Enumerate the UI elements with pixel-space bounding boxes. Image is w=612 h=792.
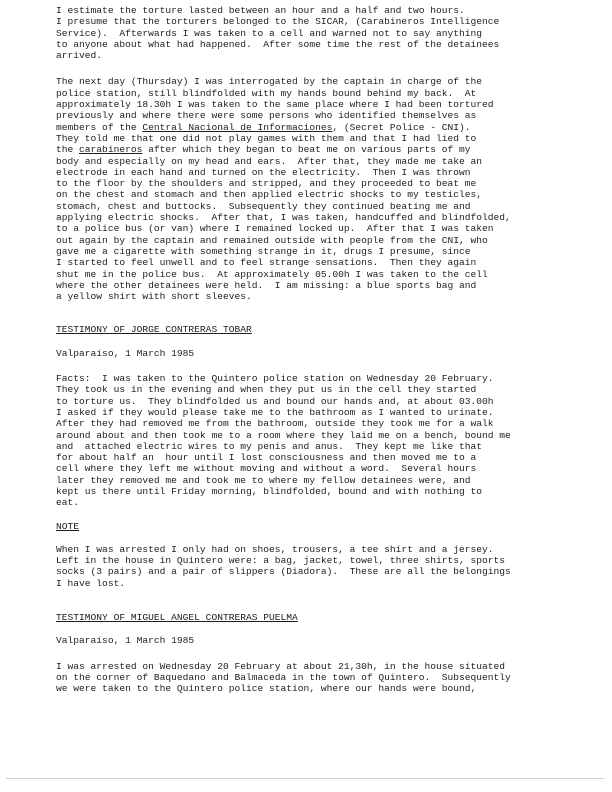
text-line: I started to feel unwell and to feel strange sensations. Then they again — [56, 257, 477, 269]
text-line: Service). Afterwards I was taken to a cell and warned not to say anything — [56, 27, 483, 39]
text-line: to anyone about what had happened. After some time the rest of the detainees — [56, 38, 500, 50]
paragraph-gap — [56, 359, 576, 373]
text-line: police station, still blindfolded with my hands bound behind my back. At — [56, 87, 477, 99]
text-line: socks (3 pairs) and a pair of slippers (Diadora). These are all the belongings — [56, 566, 511, 578]
section-gap — [56, 302, 576, 324]
text-line: where the other detainees were held. I am missing: a blue sports bag and — [56, 279, 477, 291]
text-line: eat. — [56, 497, 80, 509]
text-line — [56, 144, 576, 155]
text-fragment: after which they began to beat me on various parts of my — [142, 144, 471, 156]
paragraph-gap — [56, 623, 576, 635]
text-line: I estimate the torture lasted between an hour and a half and two hours. — [56, 5, 465, 16]
page-bottom-edge — [6, 778, 604, 779]
text-line: applying electric shocks. After that, I was taken, handcuffed and blindfolded, — [56, 212, 511, 224]
text-line: around about and then took me to a room where they laid me on a bench, bound me — [56, 429, 511, 441]
text-line: to a police bus (or van) where I remained locked up. After that I was taken — [56, 223, 494, 235]
text-line: The next day (Thursday) I was interrogated by the captain in charge of the — [56, 76, 483, 88]
document-body — [56, 5, 576, 695]
text-line: to the floor by the shoulders and stripped, and they proceeded to beat me — [56, 178, 477, 190]
text-line: After they had removed me from the bathroom, outside they took me for a walk — [56, 418, 494, 430]
text-line: gave me a cigarette with something strange in it, drugs I presume, since — [56, 245, 471, 257]
text-line: we were taken to the Quintero police station, where our hands were bound, — [56, 683, 477, 695]
paragraph-torture-duration — [56, 5, 576, 61]
text-line: approximately 18.30h I was taken to the same place where I had been tortured — [56, 99, 494, 111]
text-line: They took us in the evening and when they put us in the cell they started — [56, 384, 477, 396]
testimony-heading-jorge-contreras-tobar: TESTIMONY OF JORGE CONTRERAS TOBAR — [56, 324, 252, 336]
text-line: arrived. — [56, 50, 103, 62]
paragraph-arrest — [56, 661, 576, 695]
note-heading: NOTE — [56, 520, 80, 532]
paragraph-gap — [56, 532, 576, 544]
text-line: for about half an hour until I lost consciousness and then moved me to a — [56, 452, 477, 464]
text-line: to torture us. They blindfolded us and bound our hands and, at about 03.00h — [56, 395, 494, 407]
text-line: electrode in each hand and turned on the electricity. Then I was thrown — [56, 166, 471, 178]
section-gap — [56, 589, 576, 612]
text-line: I presume that the torturers belonged to the SICAR, (Carabineros Intelligence — [56, 16, 500, 28]
text-line: shut me in the police bus. At approximately 05.00h I was taken to the cell — [56, 268, 488, 280]
paragraph-gap — [56, 336, 576, 348]
text-line: They told me that one did not play games with them and that I had lied to — [56, 132, 477, 144]
underlined-term-cni: Central Nacional de Informaciones — [142, 121, 333, 133]
text-line: kept us there until Friday morning, blindfolded, bound and with nothing to — [56, 485, 483, 497]
text-fragment: members of the — [56, 121, 143, 133]
text-line: on the corner of Baquedano and Balmaceda in the town of Quintero. Subsequently — [56, 671, 511, 683]
paragraph-belongings — [56, 544, 576, 589]
text-line: on the chest and stomach and then applied electric shocks to my testicles, — [56, 189, 483, 201]
text-line: and attached electric wires to my penis and anus. They kept me like that — [56, 440, 483, 452]
paragraph-gap — [56, 509, 576, 521]
text-line: previously and where there were some persons who identified themselves as — [56, 110, 477, 122]
text-line: body and especially on my head and ears. After that, they made me take an — [56, 155, 483, 167]
text-line: Left in the house in Quintero were: a bag, jacket, towel, three shirts, sports — [56, 555, 506, 567]
text-fragment: the — [56, 144, 80, 156]
paragraph-gap — [56, 61, 576, 76]
text-line: stomach, chest and buttocks. Subsequently they continued beating me and — [56, 200, 471, 212]
text-line: Facts: I was taken to the Quintero police station on Wednesday 20 February. — [56, 373, 494, 385]
text-line: cell where they left me without moving and without a word. Several hours — [56, 463, 477, 475]
text-line: I have lost. — [56, 577, 126, 589]
paragraph-interrogation — [56, 76, 576, 302]
testimony-date: Valparaíso, 1 March 1985 — [56, 347, 195, 359]
text-line: I asked if they would please take me to the bathroom as I wanted to urinate. — [56, 406, 494, 418]
text-line: out again by the captain and remained outside with people from the CNI, who — [56, 234, 488, 246]
paragraph-gap — [56, 647, 576, 661]
testimony-date: Valparaíso, 1 March 1985 — [56, 635, 195, 647]
underlined-term-carabineros: carabineros — [79, 144, 143, 156]
text-line: later they removed me and took me to where my fellow detainees were, and — [56, 474, 471, 486]
text-line: a yellow shirt with short sleeves. — [56, 291, 252, 303]
text-line: I was arrested on Wednesday 20 February at about 21,30h, in the house situated — [56, 660, 506, 672]
text-line — [56, 122, 576, 133]
text-line: When I was arrested I only had on shoes, trousers, a tee shirt and a jersey. — [56, 543, 494, 555]
paragraph-facts — [56, 373, 576, 509]
text-fragment: , (Secret Police - CNI). — [332, 121, 471, 133]
testimony-heading-miguel-angel-contreras-puelma: TESTIMONY OF MIGUEL ANGEL CONTRERAS PUELMA — [56, 612, 298, 624]
